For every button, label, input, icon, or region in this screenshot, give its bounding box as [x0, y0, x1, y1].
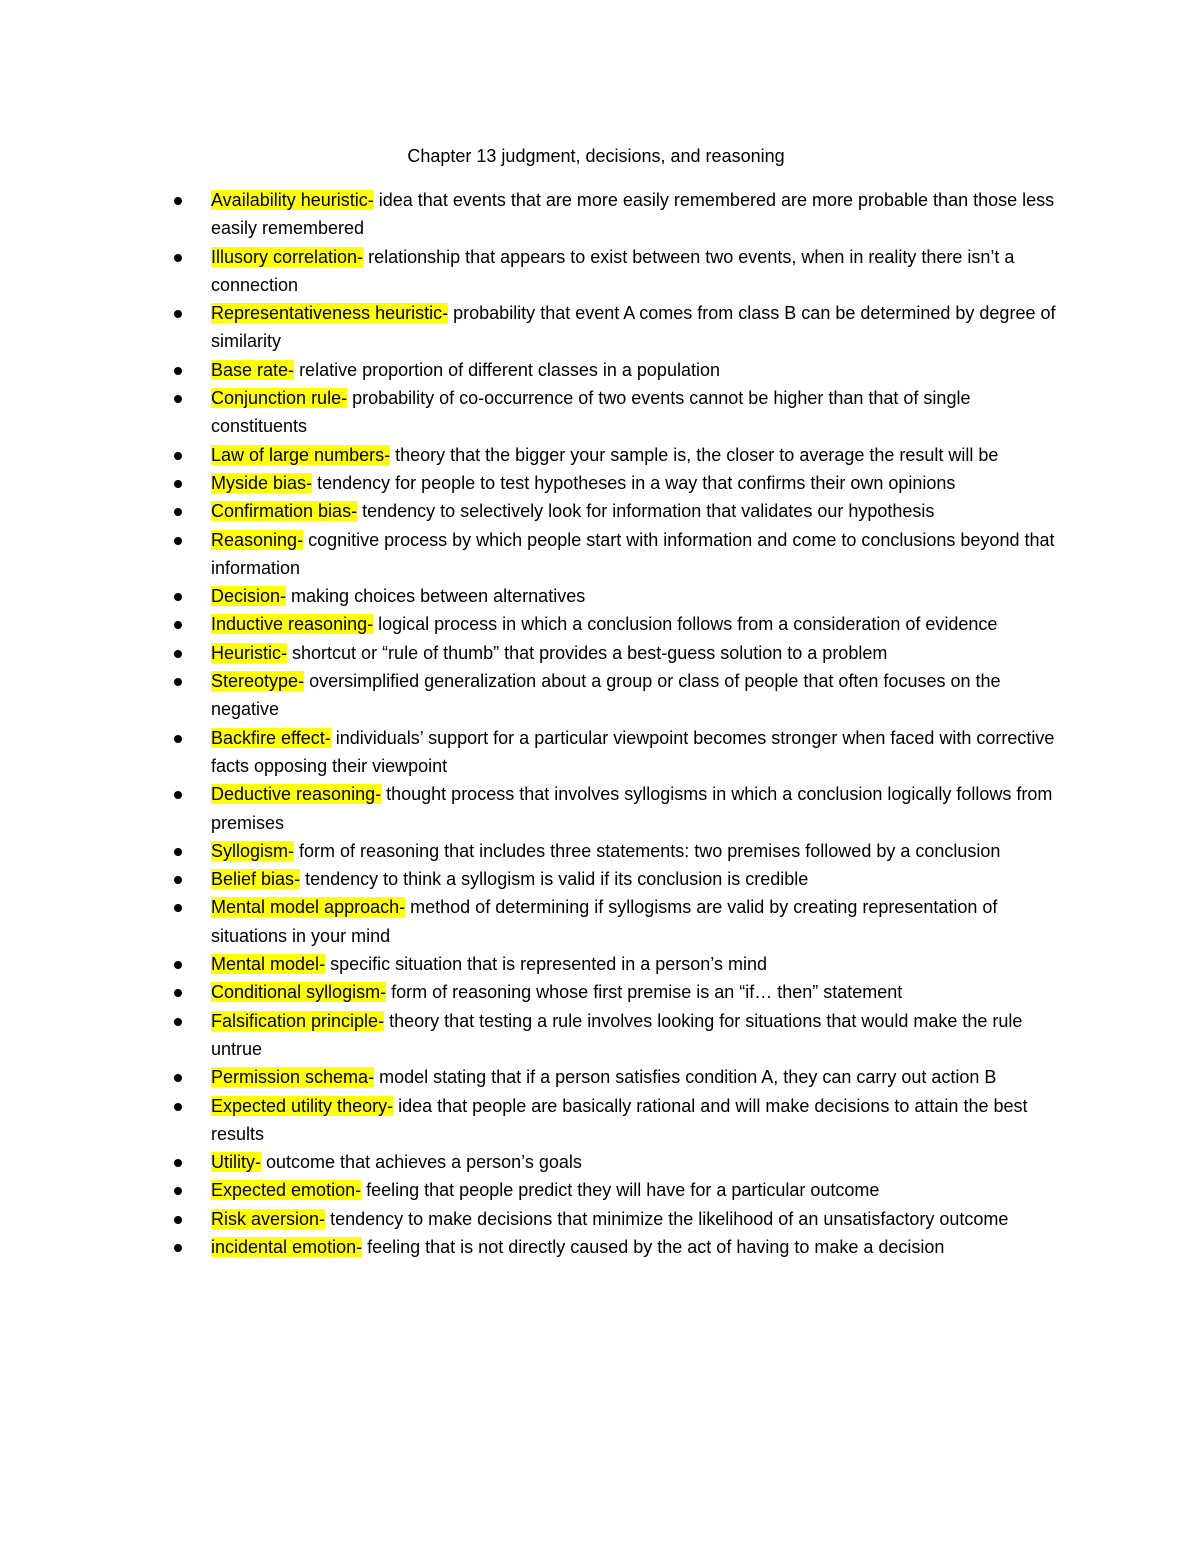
bullet-icon	[174, 1187, 182, 1195]
list-item	[0, 1148, 1200, 1176]
list-item	[0, 1233, 1200, 1261]
term-definition: tendency to selectively look for information that validates our hypothesis	[362, 501, 935, 522]
term-definition: feeling that people predict they will have for a particular outcome	[366, 1180, 880, 1201]
term-definition: shortcut or “rule of thumb” that provides a best-guess solution to a problem	[292, 642, 888, 663]
term-highlighted: Illusory correlation	[211, 246, 358, 267]
list-item	[0, 950, 1200, 978]
term-definition: form of reasoning that includes three statements: two premises followed by a conclusion	[299, 840, 1001, 861]
bullet-icon	[174, 480, 182, 488]
term-highlighted: Permission schema	[211, 1067, 369, 1088]
list-item	[0, 526, 1200, 583]
list-item	[0, 893, 1200, 950]
term-separator: -	[319, 954, 326, 975]
term-definition: individuals’ support for a particular viewpoint becomes stronger when faced with corrective facts opposing their viewpoint	[211, 727, 1055, 776]
term-highlighted: Syllogism	[211, 840, 289, 861]
term-definition: logical process in which a conclusion follows from a consideration of evidence	[378, 614, 998, 635]
term-definition: theory that testing a rule involves looking for situations that would make the rule untrue	[211, 1010, 1023, 1059]
term-separator: -	[367, 614, 374, 635]
term-separator: -	[341, 388, 348, 409]
term-definition: relationship that appears to exist between two events, when in reality there isn’t a connection	[211, 246, 1015, 295]
list-item	[0, 582, 1200, 610]
bullet-icon	[174, 1159, 182, 1167]
term-highlighted: Representativeness heuristic	[211, 303, 443, 324]
term-highlighted: Mental model	[211, 954, 320, 975]
term-definition: theory that the bigger your sample is, the closer to average the result will be	[395, 444, 999, 465]
term-separator: -	[387, 1095, 394, 1116]
term-separator: -	[281, 642, 288, 663]
term-definition: cognitive process by which people start with information and come to conclusions beyond that information	[211, 529, 1055, 578]
list-item	[0, 667, 1200, 724]
term-separator: -	[255, 1152, 261, 1173]
term-separator: -	[357, 246, 364, 267]
term-definition: probability that event A comes from class B can be determined by degree of similarity	[211, 303, 1056, 352]
list-item	[0, 978, 1200, 1006]
term-highlighted: Mental model approach	[211, 897, 400, 918]
term-highlighted: incidental emotion	[211, 1236, 357, 1257]
term-separator: -	[368, 1067, 375, 1088]
term-highlighted: Conditional syllogism	[211, 982, 381, 1003]
bullet-icon	[174, 452, 182, 460]
term-highlighted: Decision	[211, 586, 281, 607]
list-item	[0, 610, 1200, 638]
bullet-icon	[174, 593, 182, 601]
term-highlighted: Risk aversion	[211, 1208, 320, 1229]
term-highlighted: Heuristic	[211, 642, 282, 663]
term-separator: -	[294, 869, 301, 890]
term-definition: tendency to think a syllogism is valid if its conclusion is credible	[305, 869, 809, 890]
list-item	[0, 384, 1200, 441]
list-item	[0, 1063, 1200, 1091]
term-separator: -	[288, 840, 295, 861]
bullet-icon	[174, 989, 182, 997]
term-highlighted: Inductive reasoning	[211, 614, 368, 635]
term-separator: -	[324, 727, 331, 748]
term-definition: idea that events that are more easily remembered are more probable than those less easily remembered	[211, 190, 1055, 239]
term-highlighted: Deductive reasoning	[211, 784, 376, 805]
term-separator: -	[380, 982, 387, 1003]
list-item	[0, 186, 1200, 243]
term-highlighted: Belief bias	[211, 869, 295, 890]
list-item	[0, 1007, 1200, 1064]
list-item	[0, 243, 1200, 300]
term-definition: making choices between alternatives	[291, 586, 586, 607]
page-title	[0, 144, 1200, 168]
term-highlighted: Availability heuristic	[211, 190, 368, 210]
bullet-icon	[174, 791, 182, 799]
list-item	[0, 469, 1200, 497]
term-highlighted: Falsification principle	[211, 1010, 379, 1031]
term-separator: -	[384, 444, 391, 465]
term-highlighted: Backfire effect	[211, 727, 325, 748]
term-definition: idea that people are basically rational and will make decisions to attain the best results	[211, 1095, 1028, 1144]
list-item	[0, 837, 1200, 865]
term-separator: -	[355, 1180, 362, 1201]
list-item	[0, 1176, 1200, 1204]
list-item	[0, 639, 1200, 667]
term-definition: probability of co-occurrence of two events cannot be higher than that of single constituents	[211, 388, 971, 437]
bullet-icon	[174, 1244, 182, 1252]
bullet-icon	[174, 197, 182, 205]
bullet-icon	[174, 876, 182, 884]
list-item	[0, 299, 1200, 356]
term-separator: -	[280, 586, 287, 607]
term-highlighted: Law of large numbers	[211, 444, 385, 465]
term-definition: form of reasoning whose first premise is an “if… then” statement	[391, 982, 903, 1003]
list-item	[0, 1205, 1200, 1233]
term-highlighted: Myside bias	[211, 472, 307, 493]
term-separator: -	[442, 303, 449, 324]
bullet-icon	[174, 254, 182, 262]
bullet-icon	[174, 678, 182, 686]
bullet-icon	[174, 1074, 182, 1082]
bullet-icon	[174, 537, 182, 545]
bullet-icon	[174, 848, 182, 856]
term-separator: -	[367, 190, 374, 210]
term-separator: -	[288, 359, 295, 380]
term-separator: -	[351, 501, 358, 522]
term-highlighted: Utility	[211, 1152, 255, 1173]
bullet-icon	[174, 1216, 182, 1224]
bullet-icon	[174, 508, 182, 516]
term-definition: feeling that is not directly caused by the act of having to make a decision	[367, 1236, 945, 1257]
term-definition: oversimplified generalization about a group or class of people that often focuses on the negative	[211, 671, 1001, 720]
list-item	[0, 724, 1200, 781]
list-item	[0, 497, 1200, 525]
term-separator: -	[378, 1010, 385, 1031]
term-list	[0, 186, 1200, 1261]
term-highlighted: Expected utility theory	[211, 1095, 388, 1116]
term-separator: -	[356, 1236, 363, 1257]
bullet-icon	[174, 735, 182, 743]
term-separator: -	[319, 1208, 326, 1229]
term-highlighted: Confirmation bias	[211, 501, 352, 522]
bullet-icon	[174, 621, 182, 629]
term-definition: tendency for people to test hypotheses in a way that confirms their own opinions	[317, 472, 956, 493]
term-highlighted: Stereotype	[211, 671, 299, 692]
term-separator: -	[298, 671, 305, 692]
bullet-icon	[174, 961, 182, 969]
term-definition: model stating that if a person satisfies condition A, they can carry out action B	[379, 1067, 997, 1088]
list-item	[0, 865, 1200, 893]
bullet-icon	[174, 310, 182, 318]
list-item	[0, 1092, 1200, 1149]
term-highlighted: Reasoning	[211, 529, 298, 550]
term-definition: specific situation that is represented in a person’s mind	[330, 954, 767, 975]
term-separator: -	[306, 472, 313, 493]
term-highlighted: Expected emotion	[211, 1180, 356, 1201]
term-separator: -	[297, 529, 304, 550]
term-highlighted: Conjunction rule	[211, 388, 342, 409]
term-definition: thought process that involves syllogisms in which a conclusion logically follows from premises	[211, 784, 1053, 833]
term-definition: tendency to make decisions that minimize the likelihood of an unsatisfactory outcome	[330, 1208, 1009, 1229]
bullet-icon	[174, 1103, 182, 1111]
bullet-icon	[174, 1018, 182, 1026]
term-definition: outcome that achieves a person’s goals	[266, 1152, 582, 1173]
list-item	[0, 780, 1200, 837]
list-item	[0, 356, 1200, 384]
bullet-icon	[174, 650, 182, 658]
term-highlighted: Base rate	[211, 359, 289, 380]
bullet-icon	[174, 395, 182, 403]
bullet-icon	[174, 904, 182, 912]
term-separator: -	[399, 897, 406, 918]
bullet-icon	[174, 367, 182, 375]
term-separator: -	[375, 784, 382, 805]
term-definition: relative proportion of different classes in a population	[299, 359, 720, 380]
list-item	[0, 441, 1200, 469]
term-definition: method of determining if syllogisms are valid by creating representation of situations in your mind	[211, 897, 998, 946]
page-title-text: Chapter 13 judgment, decisions, and reasoning	[407, 146, 785, 166]
